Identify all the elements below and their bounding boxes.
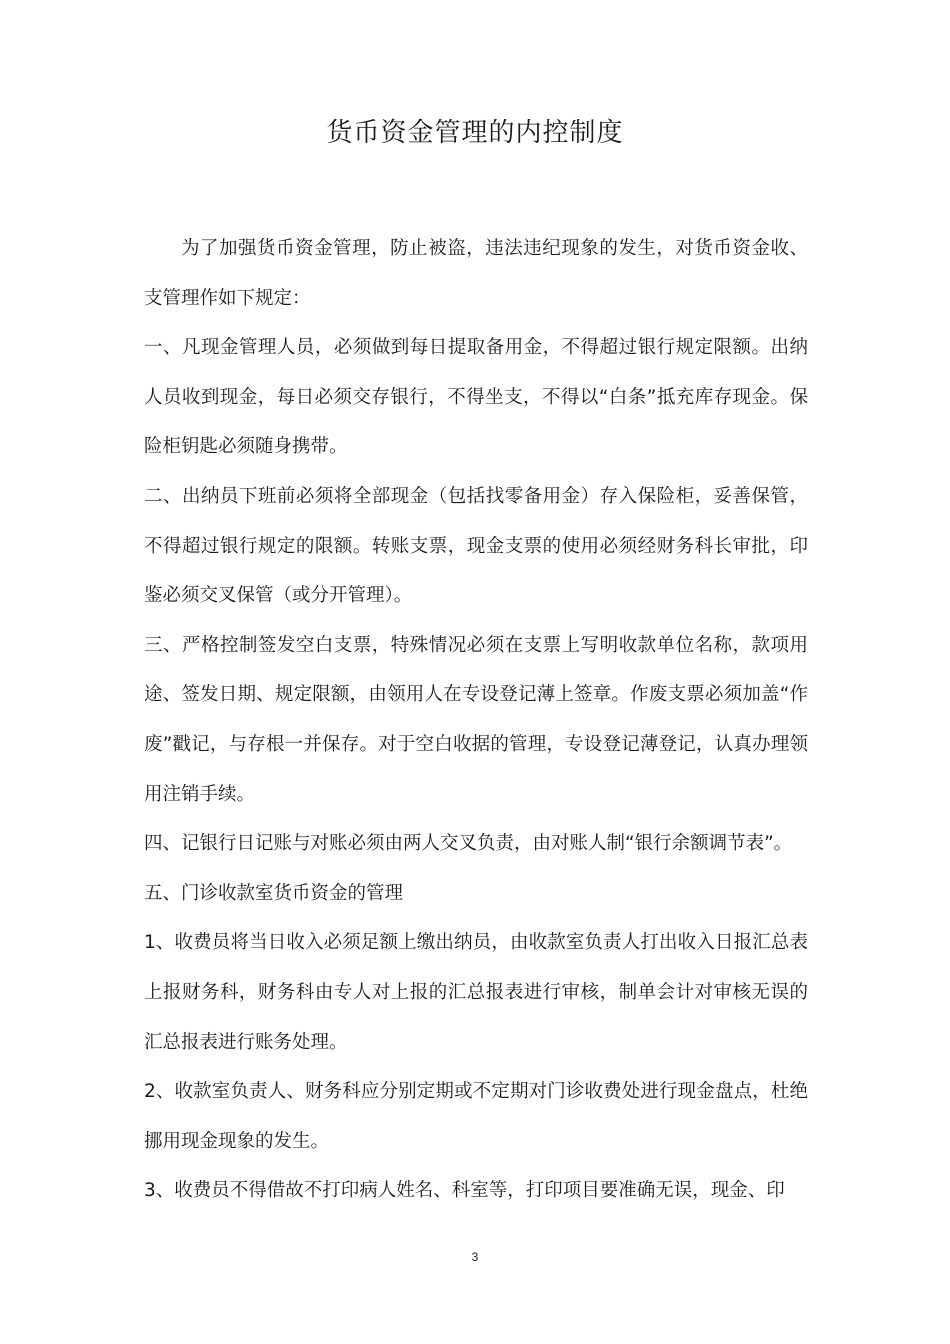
paragraph-item-2: 二、出纳员下班前必须将全部现金（包括找零备用金）存入保险柜，妥善保管，不得超过银行规定的限额。转账支票，现金支票的使用必须经财务科长审批，印鉴必须交叉保管（或分开管理）。 xyxy=(144,485,808,607)
document-title: 货币资金管理的内控制度 xyxy=(326,118,624,148)
paragraph-item-1: 一、凡现金管理人员，必须做到每日提取备用金，不得超过银行规定限额。出纳人员收到现金，每日必须交存银行，不得坐支，不得以“白条”抵充库存现金。保险柜钥匙必须随身携带。 xyxy=(144,337,808,458)
paragraph-subitem-1: 1、收费员将当日收入必须足额上缴出纳员，由收款室负责人打出收入日报汇总表上报财务科，财务科由专人对上报的汇总报表进行审核，制单会计对审核无误的汇总报表进行账务处理。 xyxy=(144,932,808,1053)
paragraph-item-4: 四、记银行日记账与对账必须由两人交叉负责，由对账人制“银行余额调节表”。 xyxy=(144,833,793,855)
paragraph-item-5-heading: 五、门诊收款室货币资金的管理 xyxy=(144,882,404,904)
page-number: 3 xyxy=(471,1250,479,1264)
paragraph-subitem-2: 2、收款室负责人、财务科应分别定期或不定期对门诊收费处进行现金盘点，杜绝挪用现金现象的发生。 xyxy=(144,1081,808,1152)
paragraph-item-3: 三、严格控制签发空白支票，特殊情况必须在支票上写明收款单位名称，款项用途、签发日期、规定限额，由领用人在专设登记薄上签章。作废支票必须加盖“作废”戳记，与存根一并保存。对于空白收据的管理，专设登记薄登记，认真办理领用注销手续。 xyxy=(144,634,808,805)
document-body xyxy=(144,224,808,1216)
paragraph-intro: 为了加强货币资金管理，防止被盗，违法违纪现象的发生，对货币资金收、支管理作如下规定： xyxy=(144,238,808,309)
paragraph-subitem-3: 3、收费员不得借故不打印病人姓名、科室等，打印项目要准确无误，现金、印 xyxy=(144,1180,785,1202)
